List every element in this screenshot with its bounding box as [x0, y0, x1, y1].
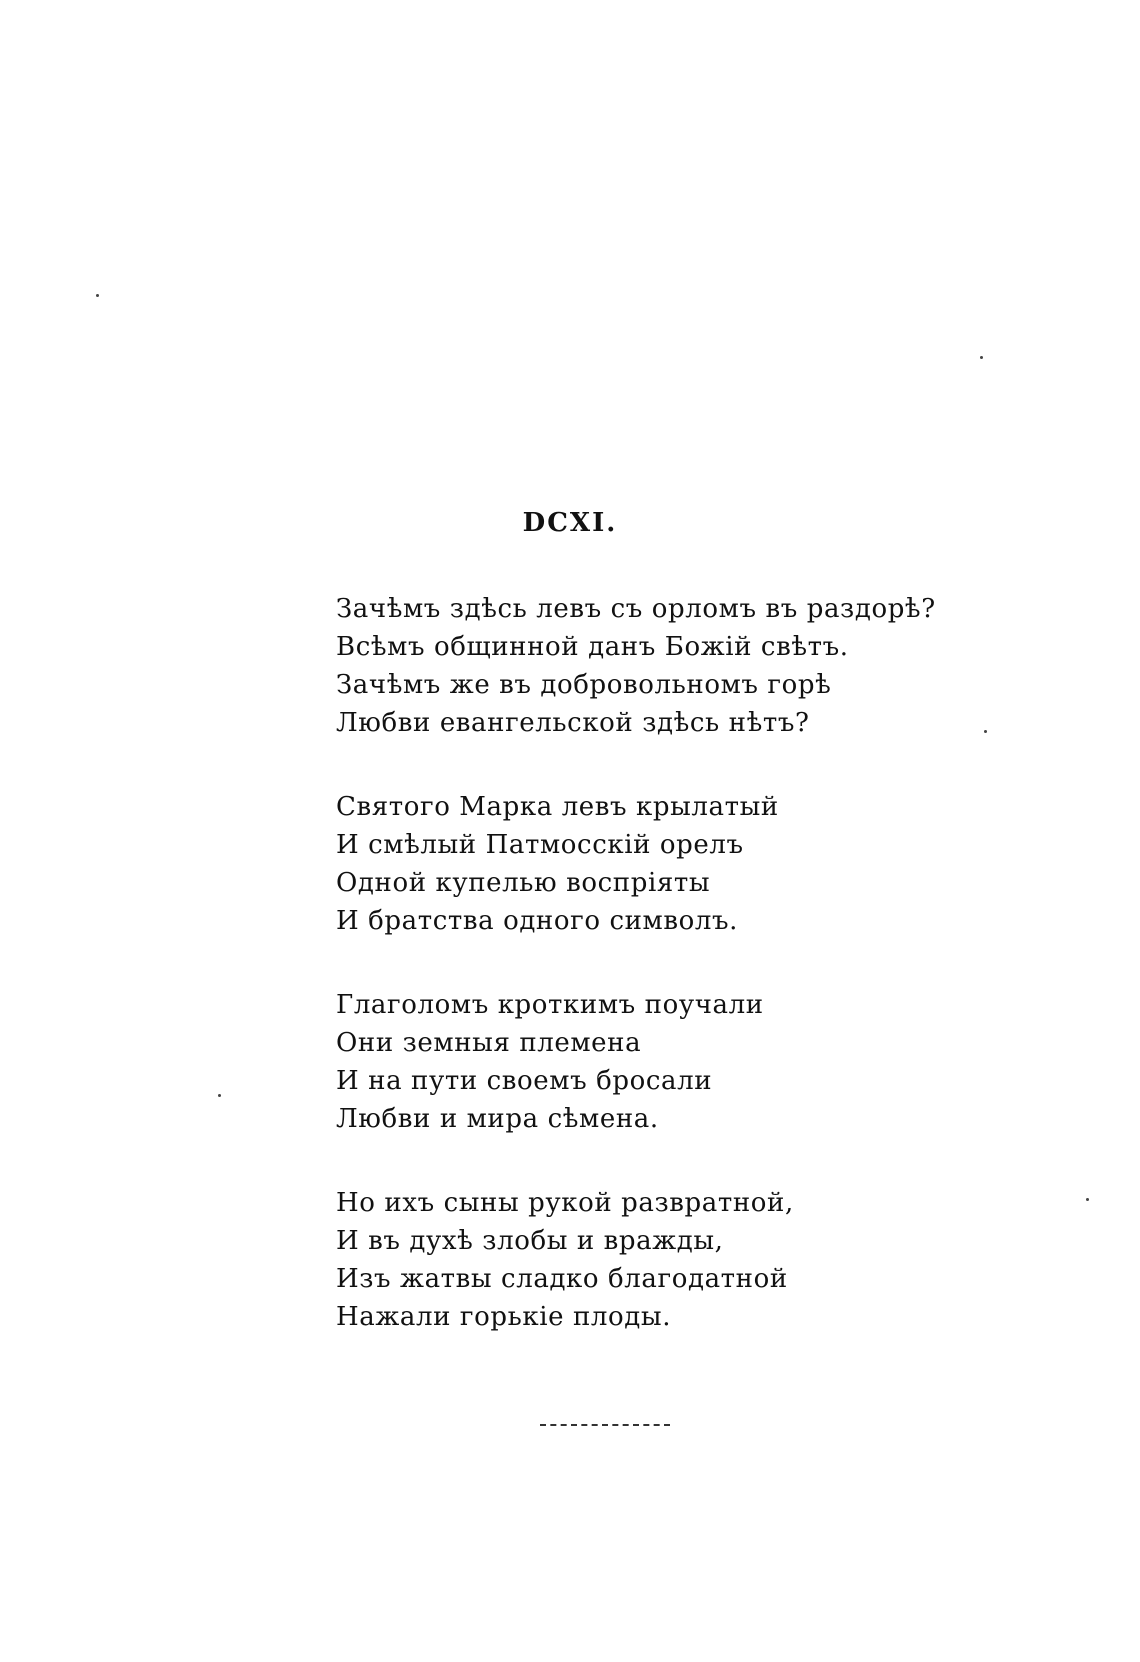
poem-text — [336, 590, 976, 1382]
poem-line: Зачѣмъ же въ добровольномъ горѣ — [336, 670, 832, 700]
poem-line: Они земныя племена — [336, 1028, 642, 1058]
stanza-4 — [336, 1184, 976, 1336]
stanza-2 — [336, 788, 976, 940]
scan-speck — [1086, 1198, 1089, 1201]
poem-line: И смѣлый Патмосскій орелъ — [336, 830, 744, 860]
scan-speck — [980, 356, 983, 359]
poem-line: Одной купелью воспріяты — [336, 868, 711, 898]
end-rule — [540, 1424, 670, 1426]
stanza-1 — [336, 590, 976, 742]
poem-line: И на пути своемъ бросали — [336, 1066, 713, 1096]
poem-line: Святого Марка левъ крылатый — [336, 792, 779, 822]
poem-line: Глаголомъ кроткимъ поучали — [336, 990, 764, 1020]
poem-line: Всѣмъ общинной данъ Божій свѣтъ. — [336, 632, 849, 662]
poem-number: DCXI. — [522, 508, 618, 538]
poem-line: Нажали горькіе плоды. — [336, 1302, 672, 1332]
poem-line: Зачѣмъ здѣсь левъ съ орломъ въ раздорѣ? — [336, 594, 936, 624]
scan-speck — [96, 294, 99, 297]
stanza-3 — [336, 986, 976, 1138]
poem-line: Но ихъ сыны рукой развратной, — [336, 1188, 794, 1218]
poem-line: Изъ жатвы сладко благодатной — [336, 1264, 788, 1294]
poem-line: И братства одного символъ. — [336, 906, 738, 936]
poem-line: Любви и мира сѣмена. — [336, 1104, 659, 1134]
scan-speck — [984, 730, 987, 733]
poem-line: И въ духѣ злобы и вражды, — [336, 1226, 724, 1256]
scan-speck — [218, 1094, 221, 1097]
poem-line: Любви евангельской здѣсь нѣтъ? — [336, 708, 810, 738]
